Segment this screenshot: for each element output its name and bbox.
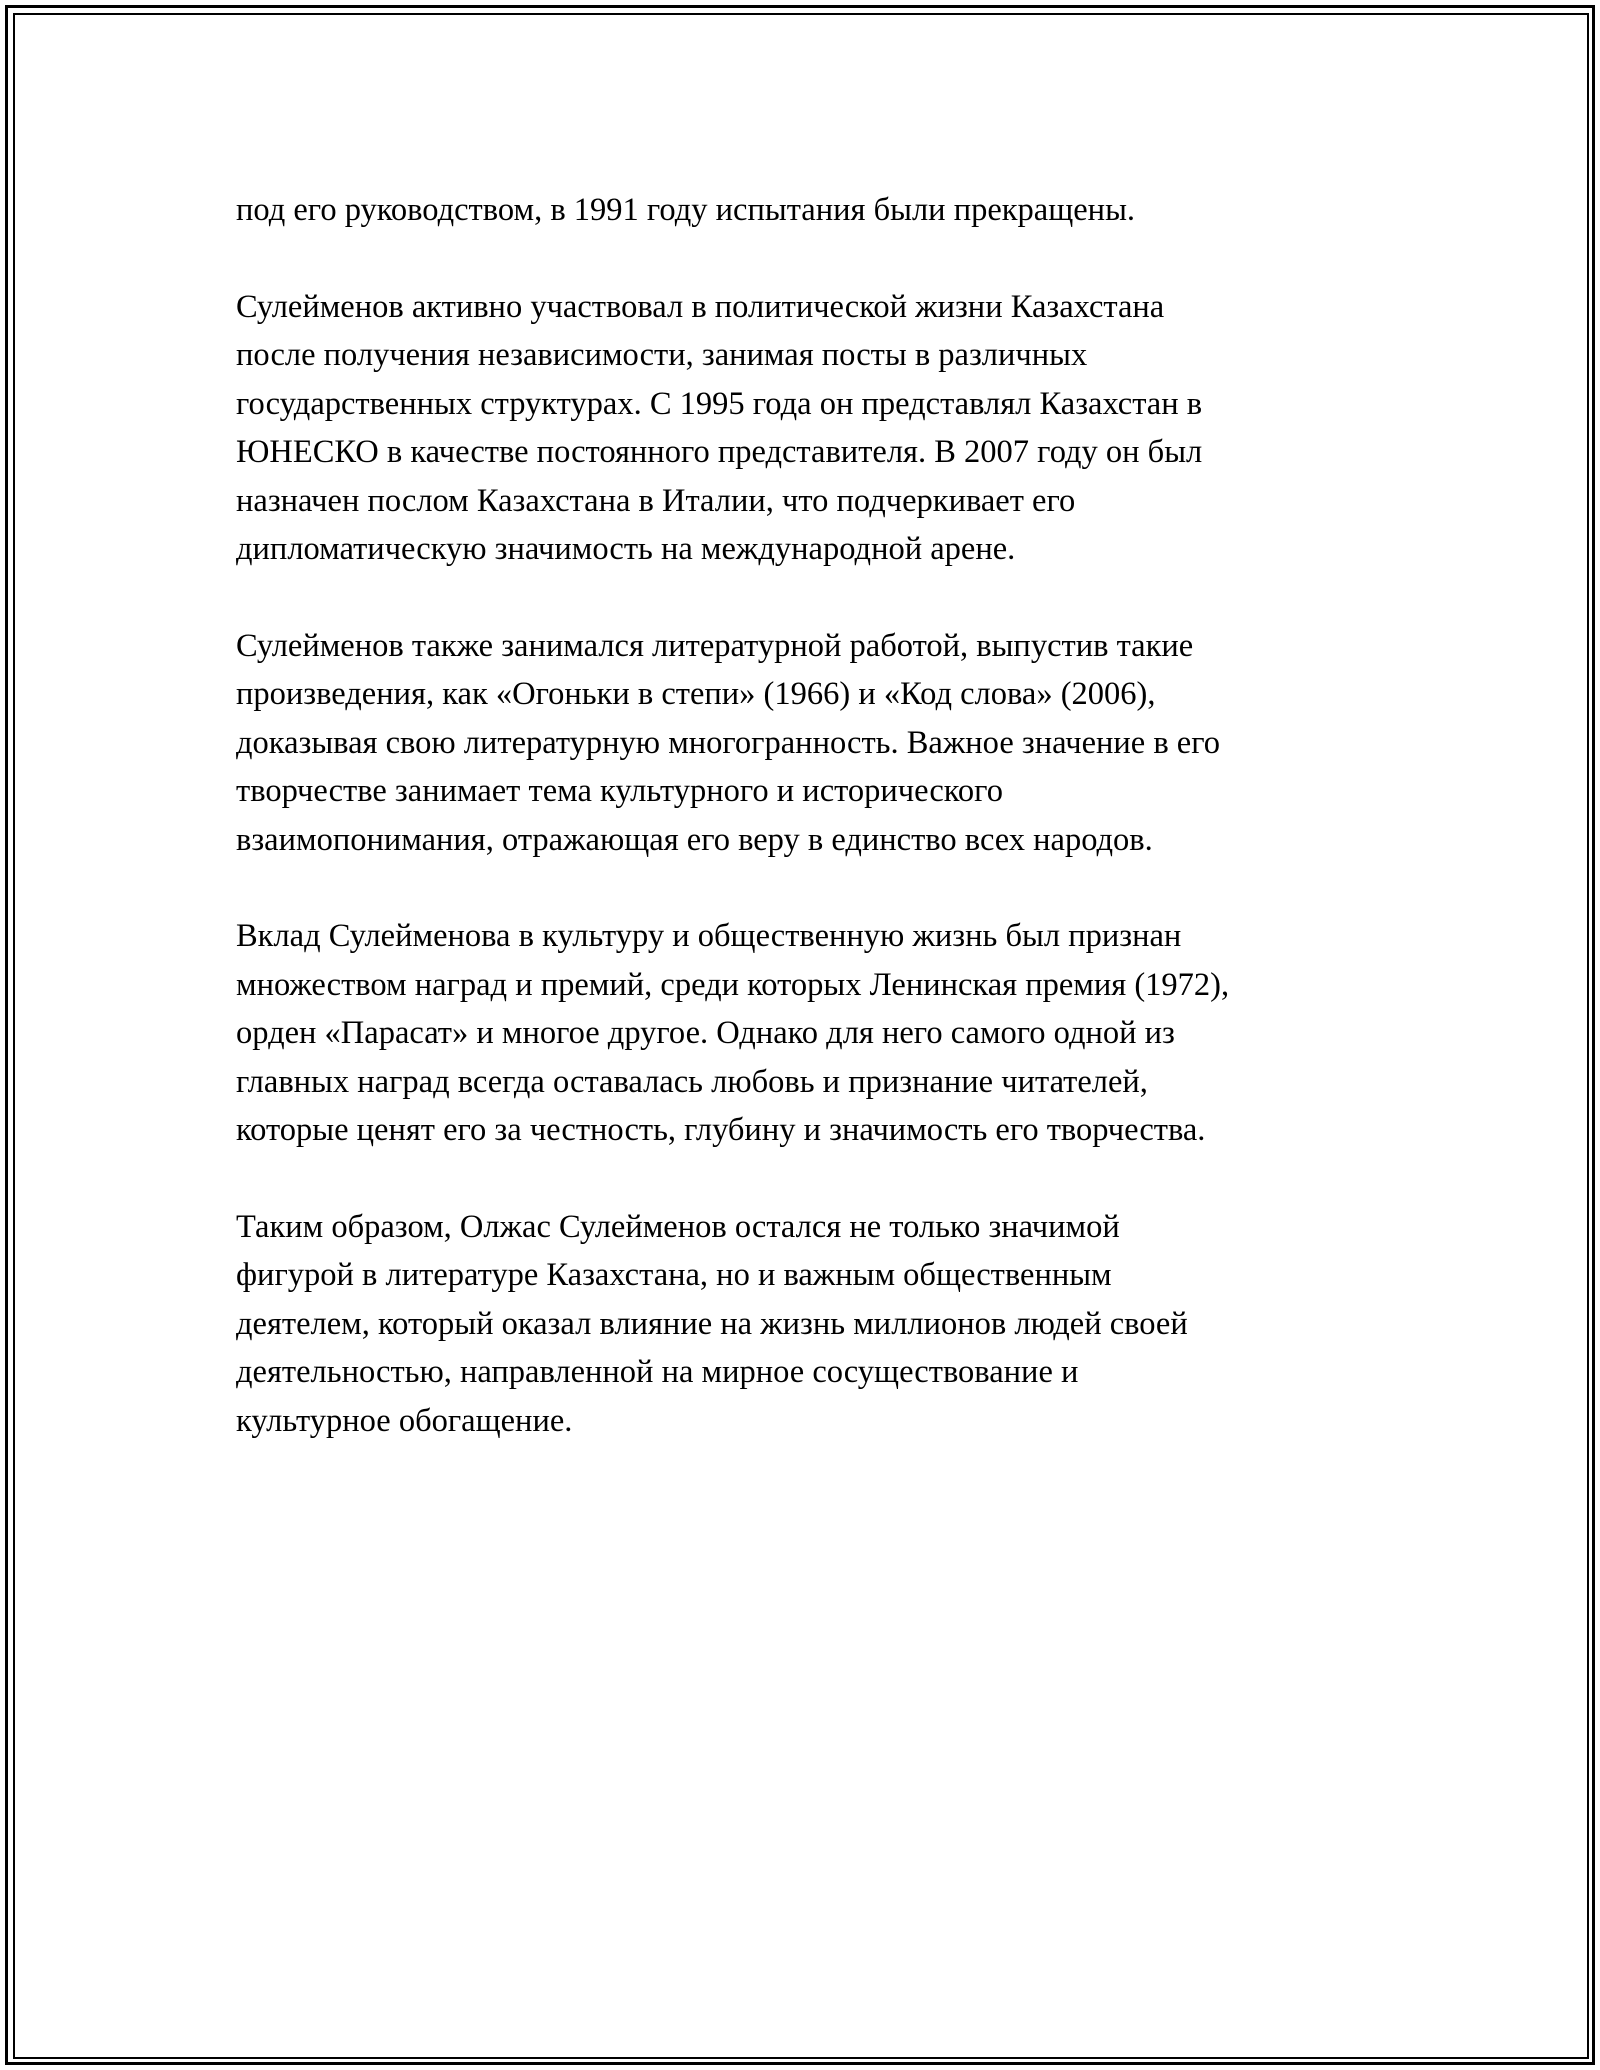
text-line: ЮНЕСКО в качестве постоянного представителя. В 2007 году он был [236,434,1203,470]
text-line: деятельностью, направленной на мирное сосуществование и [236,1354,1079,1390]
text-line: орден «Парасат» и многое другое. Однако для него самого одной из [236,1015,1175,1051]
text-line: дипломатическую значимость на международной арене. [236,531,1016,567]
text-line: после получения независимости, занимая посты в различных [236,337,1088,373]
text-line: Таким образом, Олжас Сулейменов остался не только значимой [236,1208,1120,1245]
text-line: взаимопонимания, отражающая его веру в единство всех народов. [236,821,1153,858]
document-body [236,186,1376,1493]
paragraph-5 [236,1203,1376,1446]
text-line: фигурой в литературе Казахстана, но и важным общественным [236,1257,1112,1293]
paragraph-3 [236,622,1376,865]
text-line: под его руководством, в 1991 году испытания были прекращены. [236,192,1136,228]
paragraph-4 [236,912,1376,1155]
paragraph-2 [236,283,1376,574]
paragraph-1 [236,186,1376,235]
text-line: Вклад Сулейменова в культуру и общественную жизнь был признан [236,918,1182,954]
text-line: произведения, как «Огоньки в степи» (1966) и «Код слова» (2006), [236,676,1156,712]
text-line: деятелем, который оказал влияние на жизнь миллионов людей своей [236,1305,1188,1342]
text-line: культурное обогащение. [236,1402,573,1439]
text-line: назначен послом Казахстана в Италии, что подчеркивает его [236,482,1076,519]
text-line: творчестве занимает тема культурного и исторического [236,773,1003,809]
text-line: главных наград всегда оставалась любовь и признание читателей, [236,1063,1148,1100]
text-line: которые ценят его за честность, глубину и значимость его творчества. [236,1112,1206,1148]
text-line: множеством наград и премий, среди которых Ленинская премия (1972), [236,966,1230,1003]
text-line: Сулейменов также занимался литературной работой, выпустив такие [236,627,1194,664]
text-line: доказывая свою литературную многогранность. Важное значение в его [236,724,1220,761]
text-line: государственных структурах. С 1995 года он представлял Казахстан в [236,385,1203,422]
text-line: Сулейменов активно участвовал в политической жизни Казахстана [236,288,1165,325]
